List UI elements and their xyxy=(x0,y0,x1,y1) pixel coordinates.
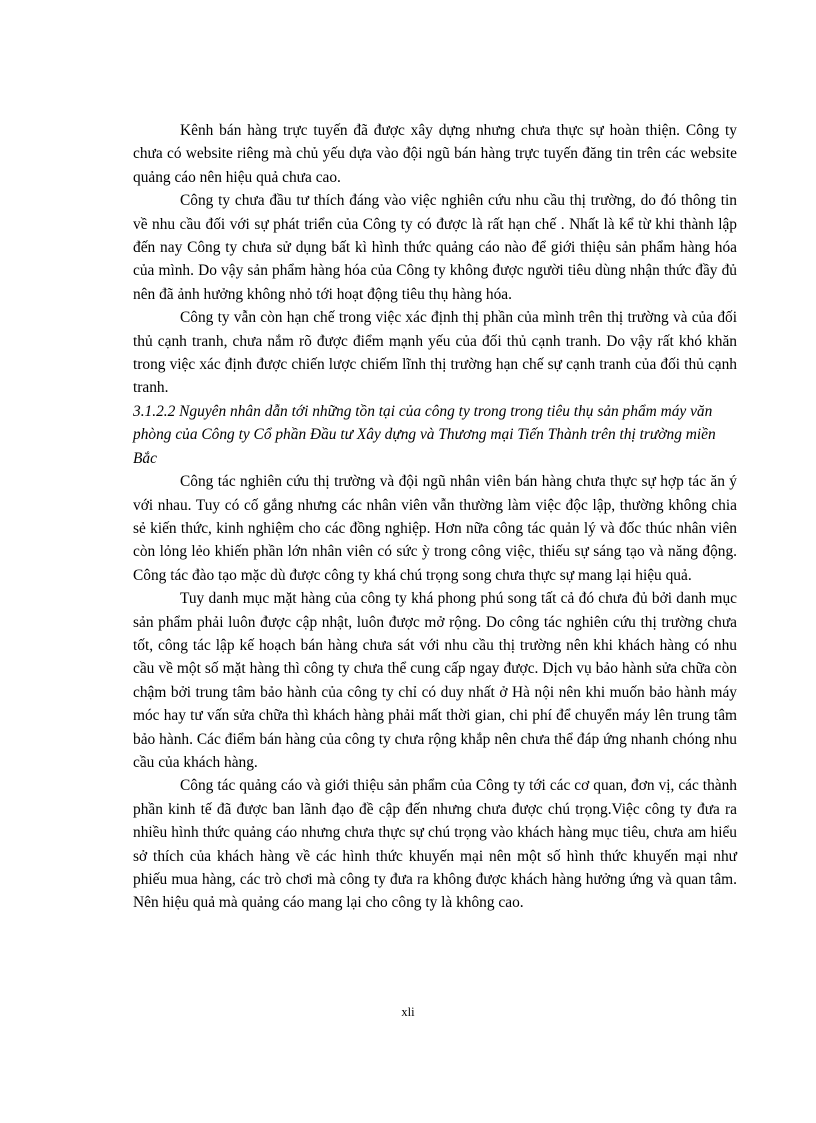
paragraph-sales-staff: Công tác nghiên cứu thị trường và đội ngũ nhân viên bán hàng chưa thực sự hợp tác ăn ý với nhau. Tuy có cố gắng nhưng các nhân viên vẫn thường làm việc độc lập, thường không chia sẻ kiến thức, kinh nghiệm cho các đồng nghiệp. Hơn nữa công tác quản lý và đốc thúc nhân viên còn lỏng lẻo khiến phần lớn nhân viên có sức ỳ trong công việc, thiếu sự sáng tạo và năng động. Công tác đào tạo mặc dù được công ty khá chú trọng song chưa thực sự mang lại hiệu quả. xyxy=(133,473,737,584)
paragraph-market-share: Công ty vẫn còn hạn chế trong việc xác định thị phần của mình trên thị trường và của đối thủ cạnh tranh, chưa nắm rõ được điểm mạnh yếu của đối thủ cạnh tranh. Do vậy rất khó khăn trong việc xác định được chiến lược chiếm lĩnh thị trường hạn chế sự cạnh tranh của đối thủ cạnh tranh. xyxy=(133,309,737,397)
page-number: xli xyxy=(401,1005,415,1019)
paragraph-online-sales-channel: Kênh bán hàng trực tuyến đã được xây dựng nhưng chưa thực sự hoàn thiện. Công ty chưa có website riêng mà chủ yếu dựa vào đội ngũ bán hàng trực tuyến đăng tin trên các website quảng cáo nên hiệu quả chưa cao. xyxy=(133,122,737,186)
document-page xyxy=(133,119,737,915)
section-heading: 3.1.2.2 Nguyên nhân dẫn tới những tồn tại của công ty trong trong tiêu thụ sản phẩm máy văn phòng của Công ty Cổ phần Đầu tư Xây dựng và Thương mại Tiến Thành trên thị trường miền Bắc xyxy=(133,402,716,467)
paragraph-advertising: Công tác quảng cáo và giới thiệu sản phẩm của Công ty tới các cơ quan, đơn vị, các thành phần kinh tế đã được ban lãnh đạo đề cập đến nhưng chưa được chú trọng.Việc công ty đưa ra nhiều hình thức quảng cáo nhưng chưa thực sự chú trọng vào khách hàng mục tiêu, chưa am hiểu sở thích của khách hàng về các hình thức khuyến mại nên một số hình thức khuyến mại như phiếu mua hàng, các trò chơi mà công ty đưa ra không được khách hàng hưởng ứng và quan tâm. Nên hiệu quả mà quảng cáo mang lại cho công ty là không cao. xyxy=(133,777,737,912)
paragraph-market-research: Công ty chưa đầu tư thích đáng vào việc nghiên cứu nhu cầu thị trường, do đó thông tin về nhu cầu đối với sự phát triển của Công ty có được là rất hạn chế . Nhất là kể từ khi thành lập đến nay Công ty chưa sử dụng bất kì hình thức quảng cáo nào để giới thiệu sản phẩm hàng hóa của mình. Do vậy sản phẩm hàng hóa của Công ty không được người tiêu dùng nhận thức đầy đủ nên đã ảnh hưởng không nhỏ tới hoạt động tiêu thụ hàng hóa. xyxy=(133,192,737,303)
paragraph-product-catalog: Tuy danh mục mặt hàng của công ty khá phong phú song tất cả đó chưa đủ bởi danh mục sản phẩm phải luôn được cập nhật, luôn được mở rộng. Do công tác nghiên cứu thị trường chưa tốt, công tác lập kế hoạch bán hàng chưa sát với nhu cầu thị trường nên khi khách hàng có nhu cầu về một số mặt hàng thì công ty chưa thể cung cấp ngay được. Dịch vụ bảo hành sửa chữa còn chậm bởi trung tâm bảo hành của công ty chỉ có duy nhất ở Hà nội nên khi muốn bảo hành máy móc hay tư vấn sửa chữa thì khách hàng phải mất thời gian, chi phí để chuyển máy lên trung tâm bảo hành. Các điểm bán hàng của công ty chưa rộng khắp nên chưa thể đáp ứng nhanh chóng nhu cầu của khách hàng. xyxy=(133,590,737,771)
